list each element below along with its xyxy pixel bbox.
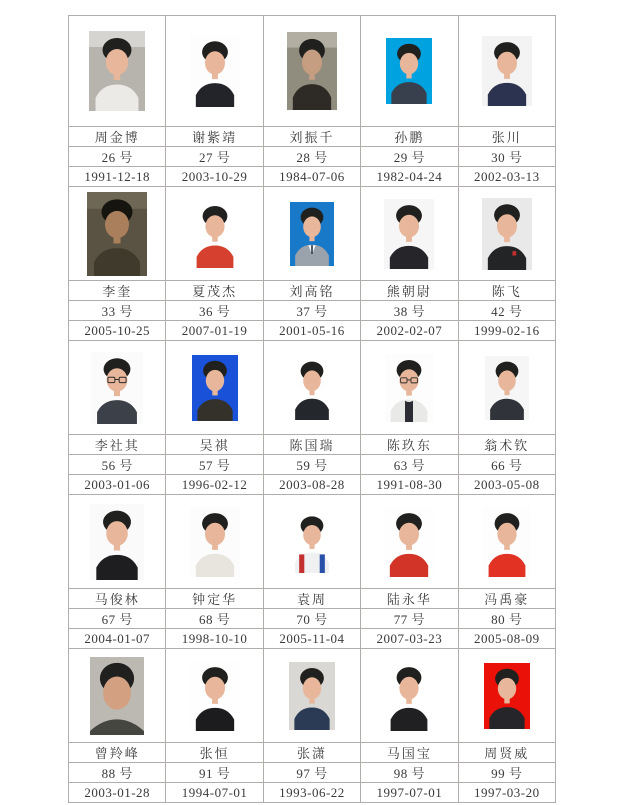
player-number: 26 号	[69, 147, 166, 167]
player-number: 98 号	[361, 763, 458, 783]
player-photo	[482, 198, 532, 270]
player-birthdate: 1997-03-20	[458, 783, 555, 803]
photo-cell	[166, 16, 263, 127]
date-row	[69, 629, 556, 649]
photo-cell	[361, 16, 458, 127]
photo-cell	[458, 16, 555, 127]
roster-body	[69, 16, 556, 803]
player-photo	[190, 661, 240, 731]
player-name: 刘振千	[263, 127, 360, 147]
photo-cell	[263, 341, 360, 435]
photo-row	[69, 341, 556, 435]
player-photo	[87, 192, 147, 276]
photo-cell	[361, 495, 458, 589]
name-row	[69, 127, 556, 147]
player-photo	[90, 657, 144, 735]
player-number: 30 号	[458, 147, 555, 167]
player-name: 马国宝	[361, 743, 458, 763]
player-number: 37 号	[263, 301, 360, 321]
player-name: 周贤威	[458, 743, 555, 763]
player-birthdate: 1994-07-01	[166, 783, 263, 803]
photo-cell	[263, 187, 360, 281]
player-name: 冯禹豪	[458, 589, 555, 609]
photo-cell	[458, 341, 555, 435]
name-row	[69, 281, 556, 301]
player-photo	[91, 352, 143, 424]
player-photo	[290, 356, 334, 420]
player-name: 李社其	[69, 435, 166, 455]
photo-cell	[263, 495, 360, 589]
player-name: 陈国瑞	[263, 435, 360, 455]
player-birthdate: 2001-05-16	[263, 321, 360, 341]
player-number: 29 号	[361, 147, 458, 167]
number-row	[69, 763, 556, 783]
player-birthdate: 2002-03-13	[458, 167, 555, 187]
photo-cell	[458, 495, 555, 589]
player-number: 36 号	[166, 301, 263, 321]
player-birthdate: 1997-07-01	[361, 783, 458, 803]
number-row	[69, 455, 556, 475]
player-birthdate: 1991-12-18	[69, 167, 166, 187]
player-number: 97 号	[263, 763, 360, 783]
photo-row	[69, 187, 556, 281]
player-name: 钟定华	[166, 589, 263, 609]
photo-cell	[263, 16, 360, 127]
player-number: 56 号	[69, 455, 166, 475]
player-birthdate: 2005-11-04	[263, 629, 360, 649]
player-birthdate: 1982-04-24	[361, 167, 458, 187]
photo-row	[69, 649, 556, 743]
player-photo	[483, 507, 531, 577]
date-row	[69, 475, 556, 495]
player-photo	[290, 202, 334, 266]
player-birthdate: 2003-01-28	[69, 783, 166, 803]
photo-cell	[361, 649, 458, 743]
player-number: 88 号	[69, 763, 166, 783]
date-row	[69, 167, 556, 187]
photo-cell	[166, 649, 263, 743]
photo-cell	[166, 187, 263, 281]
player-photo	[386, 38, 432, 104]
player-number: 66 号	[458, 455, 555, 475]
photo-cell	[166, 341, 263, 435]
player-number: 67 号	[69, 609, 166, 629]
player-number: 28 号	[263, 147, 360, 167]
player-birthdate: 1984-07-06	[263, 167, 360, 187]
player-birthdate: 1991-08-30	[361, 475, 458, 495]
player-number: 57 号	[166, 455, 263, 475]
player-number: 42 号	[458, 301, 555, 321]
number-row	[69, 147, 556, 167]
player-name: 袁周	[263, 589, 360, 609]
player-photo	[89, 31, 145, 111]
player-photo	[90, 504, 144, 580]
player-birthdate: 1998-10-10	[166, 629, 263, 649]
player-name: 张川	[458, 127, 555, 147]
player-number: 59 号	[263, 455, 360, 475]
player-birthdate: 2003-10-29	[166, 167, 263, 187]
roster-table	[68, 15, 556, 803]
player-number: 80 号	[458, 609, 555, 629]
player-number: 77 号	[361, 609, 458, 629]
player-photo	[485, 356, 529, 420]
player-name: 陈飞	[458, 281, 555, 301]
player-photo	[484, 663, 530, 729]
player-name: 马俊林	[69, 589, 166, 609]
date-row	[69, 321, 556, 341]
player-number: 70 号	[263, 609, 360, 629]
name-row	[69, 743, 556, 763]
name-row	[69, 589, 556, 609]
player-birthdate: 2007-01-19	[166, 321, 263, 341]
player-birthdate: 1993-06-22	[263, 783, 360, 803]
player-number: 38 号	[361, 301, 458, 321]
player-name: 陈玖东	[361, 435, 458, 455]
player-photo	[289, 662, 335, 730]
photo-cell	[69, 649, 166, 743]
player-photo	[287, 32, 337, 110]
player-name: 吴祺	[166, 435, 263, 455]
photo-cell	[361, 187, 458, 281]
player-photo	[482, 36, 532, 106]
player-photo	[191, 200, 239, 268]
player-birthdate: 1996-02-12	[166, 475, 263, 495]
photo-cell	[69, 341, 166, 435]
player-name: 李奎	[69, 281, 166, 301]
player-birthdate: 1999-02-16	[458, 321, 555, 341]
player-birthdate: 2005-10-25	[69, 321, 166, 341]
player-photo	[190, 507, 240, 577]
photo-cell	[458, 187, 555, 281]
player-name: 张恒	[166, 743, 263, 763]
photo-cell	[361, 341, 458, 435]
player-name: 熊朝尉	[361, 281, 458, 301]
player-birthdate: 2005-08-09	[458, 629, 555, 649]
player-birthdate: 2004-01-07	[69, 629, 166, 649]
player-number: 99 号	[458, 763, 555, 783]
player-number: 63 号	[361, 455, 458, 475]
player-birthdate: 2003-08-28	[263, 475, 360, 495]
player-name: 夏茂杰	[166, 281, 263, 301]
photo-cell	[69, 187, 166, 281]
photo-cell	[69, 16, 166, 127]
number-row	[69, 301, 556, 321]
player-name: 翁术钦	[458, 435, 555, 455]
player-number: 68 号	[166, 609, 263, 629]
player-birthdate: 2002-02-07	[361, 321, 458, 341]
photo-cell	[69, 495, 166, 589]
player-number: 33 号	[69, 301, 166, 321]
player-birthdate: 2003-01-06	[69, 475, 166, 495]
player-photo	[290, 511, 334, 573]
photo-cell	[263, 649, 360, 743]
player-birthdate: 2003-05-08	[458, 475, 555, 495]
photo-cell	[458, 649, 555, 743]
player-birthdate: 2007-03-23	[361, 629, 458, 649]
player-photo	[192, 355, 238, 421]
player-name: 周金博	[69, 127, 166, 147]
photo-row	[69, 495, 556, 589]
player-name: 陆永华	[361, 589, 458, 609]
photo-row	[69, 16, 556, 127]
player-photo	[190, 35, 240, 107]
player-name: 孙鹏	[361, 127, 458, 147]
player-name: 刘高铭	[263, 281, 360, 301]
player-number: 91 号	[166, 763, 263, 783]
player-number: 27 号	[166, 147, 263, 167]
player-photo	[384, 199, 434, 269]
player-name: 曾羚峰	[69, 743, 166, 763]
name-row	[69, 435, 556, 455]
number-row	[69, 609, 556, 629]
date-row	[69, 783, 556, 803]
player-photo	[385, 354, 433, 422]
photo-cell	[166, 495, 263, 589]
player-photo	[384, 507, 434, 577]
player-photo	[385, 661, 433, 731]
player-name: 谢紫靖	[166, 127, 263, 147]
player-name: 张潇	[263, 743, 360, 763]
